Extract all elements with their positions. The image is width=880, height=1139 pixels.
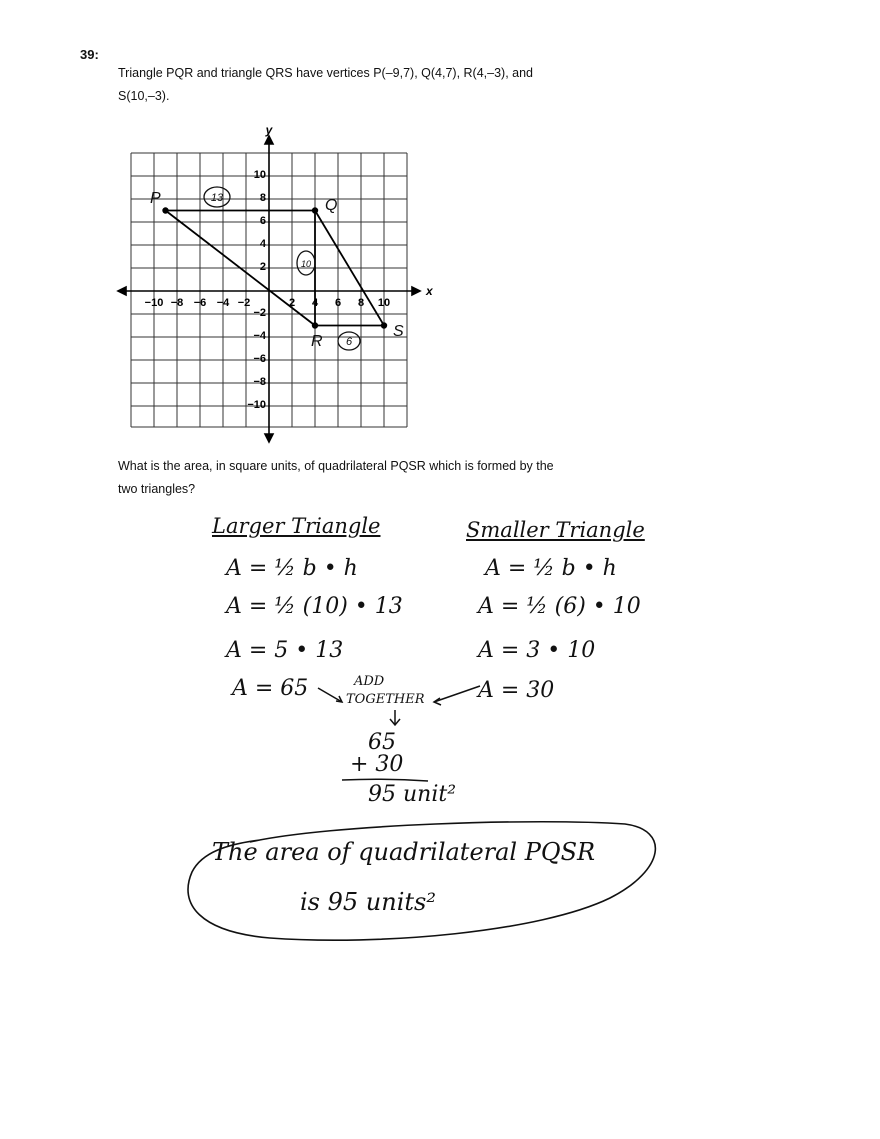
measure-qr: 10 [300,259,312,269]
point-q [312,207,318,213]
x-axis-label: x [426,284,433,298]
x-tick-label: −10 [144,297,164,309]
larger-step-2: A = ½ (10) • 13 [226,594,403,619]
question-text-line-1: Triangle PQR and triangle QRS have vertices P(–9,7), Q(4,7), R(4,–3), and [118,66,533,80]
y-tick-label: 4 [259,238,266,250]
prompt-line-1: What is the area, in square units, of quadrilateral PQSR which is formed by the [118,459,554,473]
smaller-triangle-title: Smaller Triangle [466,518,645,542]
measure-rs: 6 [345,336,353,348]
y-axis-label: y [265,123,273,137]
smaller-step-1: A = ½ b • h [485,556,617,581]
y-tick-label: 2 [259,261,266,273]
answer-line-2: is 95 units² [300,888,436,916]
sum-addend-1: 65 [368,730,396,755]
larger-triangle-title: Larger Triangle [212,514,381,538]
x-tick-label: −6 [193,297,207,309]
x-tick-label: −8 [170,297,184,309]
answer-oval [180,814,670,946]
question-text-line-2: S(10,–3). [118,89,170,103]
add-arrows [310,676,490,736]
smaller-result: A = 30 [478,678,555,703]
y-tick-label: −10 [247,399,266,411]
answer-line-1: The area of quadrilateral PQSR [212,838,596,866]
x-tick-label: 2 [288,297,296,309]
smaller-step-2: A = ½ (6) • 10 [478,594,641,619]
sum-addend-2: + 30 [350,752,404,777]
label-s: S [393,323,404,340]
larger-step-1: A = ½ b • h [226,556,358,581]
y-tick-label: 10 [253,169,266,181]
label-q: Q [325,197,338,214]
prompt-line-2: two triangles? [118,482,196,496]
question-number: 39: [80,47,99,62]
point-p [162,207,168,213]
measure-pq: 13 [210,192,224,204]
point-s [381,322,387,328]
y-tick-label: −8 [253,376,266,388]
y-tick-label: 6 [259,215,266,227]
y-tick-label: −4 [253,330,266,342]
x-tick-label: −4 [216,297,230,309]
label-p: P [150,190,161,207]
smaller-step-3: A = 3 • 10 [478,638,596,663]
x-tick-label: 8 [357,297,365,309]
x-tick-label: 6 [334,297,342,309]
add-note-line-1: ADD [354,674,385,689]
label-r: R [311,333,323,350]
y-tick-label: −2 [253,307,266,319]
y-tick-label: 8 [259,192,266,204]
x-tick-label: 10 [377,297,391,309]
sum-result: 95 unit² [368,782,457,807]
add-note-line-2: TOGETHER [346,692,425,707]
x-tick-label: −2 [237,297,251,309]
coordinate-graph [110,120,440,450]
larger-result: A = 65 [232,676,309,701]
x-tick-label: 4 [311,297,319,309]
y-tick-label: −6 [253,353,266,365]
larger-step-3: A = 5 • 13 [226,638,344,663]
point-r [312,322,318,328]
